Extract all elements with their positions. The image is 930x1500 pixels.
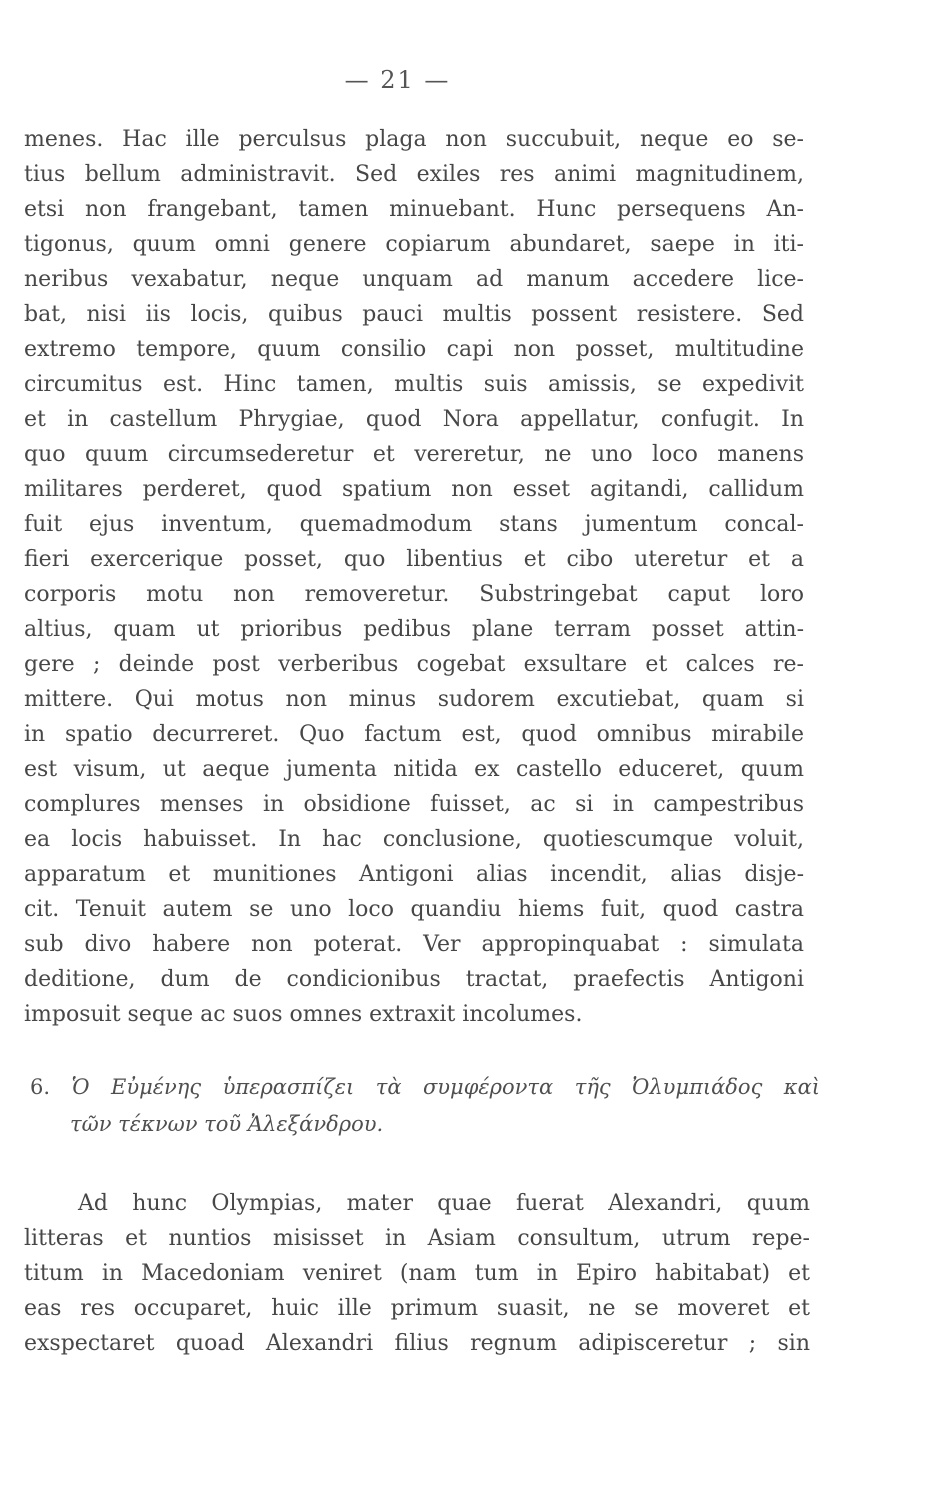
text-line: extremo tempore, quum consilio capi non posset, multitudine: [24, 337, 804, 362]
text-line: fieri exercerique posset, quo libentius et cibo uteretur et a: [24, 547, 804, 572]
text-line: exspectaret quoad Alexandri filius regnum adipisceretur ; sin: [24, 1331, 810, 1356]
text-line: imposuit seque ac suos omnes extraxit incolumes.: [24, 1002, 583, 1027]
text-line: in spatio decurreret. Quo factum est, quod omnibus mirabile: [24, 722, 804, 747]
page-number: — 21 —: [344, 66, 451, 94]
text-line: eas res occuparet, huic ille primum suasit, ne se moveret et: [24, 1296, 810, 1321]
text-line: cit. Tenuit autem se uno loco quandiu hiems fuit, quod castra: [24, 897, 804, 922]
text-line: circumitus est. Hinc tamen, multis suis amissis, se expedivit: [24, 372, 804, 397]
text-line: militares perderet, quod spatium non esset agitandi, callidum: [24, 477, 804, 502]
text-line: etsi non frangebant, tamen minuebant. Hunc persequens An-: [24, 197, 804, 222]
text-line: Ad hunc Olympias, mater quae fuerat Alexandri, quum: [78, 1191, 810, 1216]
section-number: 6.: [30, 1075, 51, 1099]
text-line: fuit ejus inventum, quemadmodum stans jumentum concal-: [24, 512, 804, 537]
text-line: tigonus, quum omni genere copiarum abundaret, saepe in iti-: [24, 232, 804, 257]
text-line: corporis motu non removeretur. Substringebat caput loro: [24, 582, 804, 607]
text-line: altius, quam ut prioribus pedibus plane terram posset attin-: [24, 617, 804, 642]
text-line: bat, nisi iis locis, quibus pauci multis possent resistere. Sed: [24, 302, 804, 327]
text-line: sub divo habere non poterat. Ver appropinquabat : simulata: [24, 932, 804, 957]
heading-greek-line-1: Ὁ Εὐμένης ὑπερασπίζει τὰ συμφέροντα τῆς Ὀλυμπιάδος καὶ: [71, 1075, 820, 1099]
text-line: mittere. Qui motus non minus sudorem excutiebat, quam si: [24, 687, 804, 712]
text-line: neribus vexabatur, neque unquam ad manum accedere lice-: [24, 267, 804, 292]
text-line: titum in Macedoniam veniret (nam tum in Epiro habitabat) et: [24, 1261, 810, 1286]
text-line: litteras et nuntios misisset in Asiam consultum, utrum repe-: [24, 1226, 810, 1251]
text-line: deditione, dum de condicionibus tractat, praefectis Antigoni: [24, 967, 804, 992]
text-line: est visum, ut aeque jumenta nitida ex castello educeret, quum: [24, 757, 804, 782]
text-line: gere ; deinde post verberibus cogebat exsultare et calces re-: [24, 652, 804, 677]
heading-greek-line-2: τῶν τέκνων τοῦ Ἀλεξάνδρου.: [70, 1112, 384, 1136]
text-line: tius bellum administravit. Sed exiles res animi magnitudinem,: [24, 162, 804, 187]
text-line: menes. Hac ille perculsus plaga non succubuit, neque eo se-: [24, 127, 804, 152]
text-line: complures menses in obsidione fuisset, ac si in campestribus: [24, 792, 804, 817]
text-line: apparatum et munitiones Antigoni alias incendit, alias disje-: [24, 862, 804, 887]
text-line: ea locis habuisset. In hac conclusione, quotiescumque voluit,: [24, 827, 804, 852]
text-line: et in castellum Phrygiae, quod Nora appellatur, confugit. In: [24, 407, 804, 432]
text-line: quo quum circumsederetur et vereretur, ne uno loco manens: [24, 442, 804, 467]
